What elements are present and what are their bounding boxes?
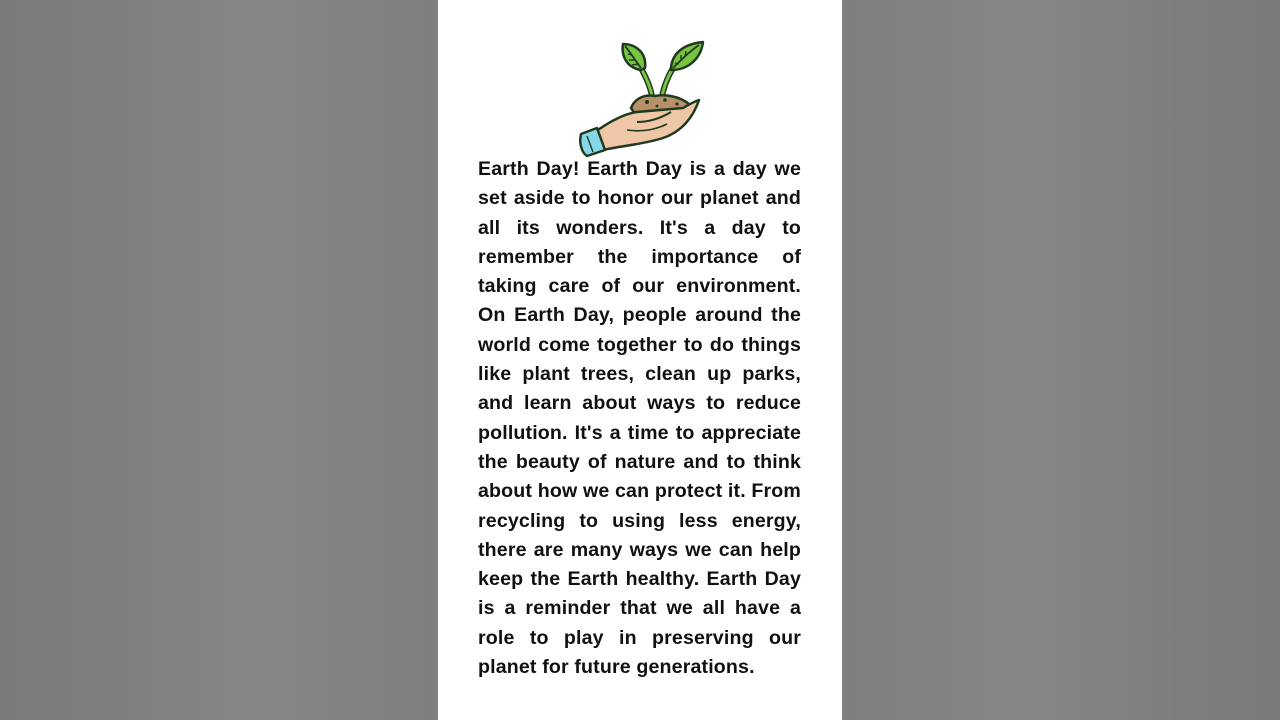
- hand-holding-sprout-icon: [575, 38, 707, 160]
- earth-day-paragraph: Earth Day! Earth Day is a day we set aside to honor our planet and all its wonders. It's a day to remember the importance of taking care of our environment. On Earth Day, people around the world come together to do things like plant trees, clean up parks, and learn about ways to reduce pollution. It's a time to appreciate the beauty of nature and to think about how we can protect it. From recycling to using less energy, there are many ways we can help keep the Earth healthy. Earth Day is a reminder that we all have a role to play in preserving our planet for future generations.: [478, 158, 801, 679]
